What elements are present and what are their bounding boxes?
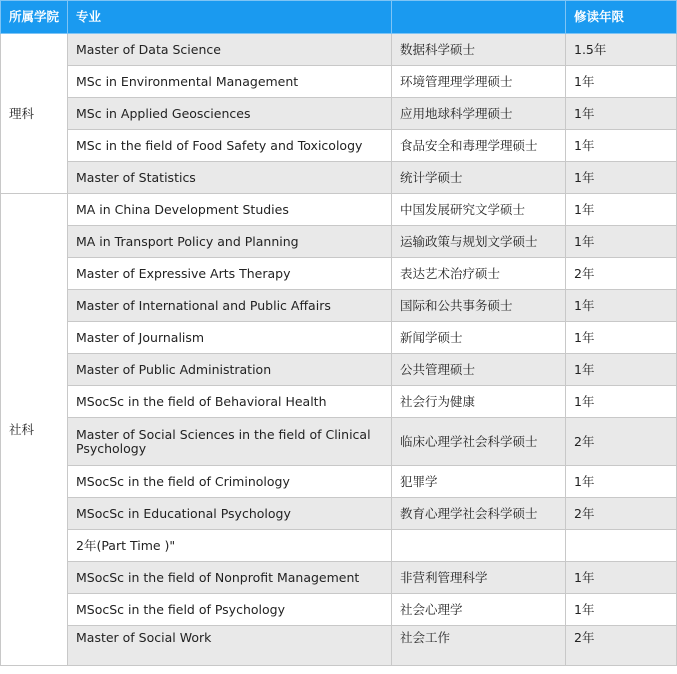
table-row [1,466,677,498]
table-row [1,354,677,386]
table-row [1,322,677,354]
program-cn: 食品安全和毒理学理硕士 [392,130,566,162]
program-cn: 环境管理理学理硕士 [392,66,566,98]
program-en: MSocSc in Educational Psychology [68,498,392,530]
program-en: Master of Data Science [68,34,392,66]
table-row [1,162,677,194]
header-school: 所属学院 [1,1,68,34]
header-program: 专业 [68,1,392,34]
program-cn: 社会行为健康 [392,386,566,418]
program-cn: 中国发展研究文学硕士 [392,194,566,226]
table-row [1,194,677,226]
school-social: 社科 [1,194,68,666]
program-cn: 新闻学硕士 [392,322,566,354]
program-en: MSocSc in the field of Behavioral Health [68,386,392,418]
program-duration: 1.5年 [566,34,677,66]
table-row [1,290,677,322]
table-row [1,594,677,626]
program-duration [566,530,677,562]
table-header-row [1,1,677,34]
program-en: Master of Social Sciences in the field of Clinical Psychology [68,418,392,466]
program-en: Master of Public Administration [68,354,392,386]
program-cn [392,530,566,562]
program-duration: 1年 [566,98,677,130]
program-cn: 运输政策与规划文学硕士 [392,226,566,258]
program-en: MSocSc in the field of Criminology [68,466,392,498]
header-duration: 修读年限 [566,1,677,34]
program-cn: 教育心理学社会科学硕士 [392,498,566,530]
program-duration: 1年 [566,66,677,98]
program-cn: 公共管理硕士 [392,354,566,386]
program-duration: 1年 [566,226,677,258]
program-en: Master of Journalism [68,322,392,354]
program-duration: 1年 [566,562,677,594]
table-row [1,626,677,666]
program-duration: 1年 [566,322,677,354]
program-duration: 2年 [566,498,677,530]
program-duration: 1年 [566,162,677,194]
program-en: Master of International and Public Affairs [68,290,392,322]
program-duration: 1年 [566,386,677,418]
program-cn: 社会工作 [392,626,566,666]
program-en: MA in China Development Studies [68,194,392,226]
program-duration: 1年 [566,130,677,162]
program-duration: 2年 [566,626,677,666]
table-row [1,562,677,594]
program-duration: 2年 [566,418,677,466]
table-row [1,226,677,258]
program-en: Master of Social Work [68,626,392,666]
program-en: MA in Transport Policy and Planning [68,226,392,258]
table-row [1,498,677,530]
program-cn: 表达艺术治疗硕士 [392,258,566,290]
program-duration: 2年 [566,258,677,290]
school-science: 理科 [1,34,68,194]
program-en: MSc in Environmental Management [68,66,392,98]
program-duration: 1年 [566,466,677,498]
program-en: MSocSc in the field of Psychology [68,594,392,626]
table-row [1,530,677,562]
program-cn: 国际和公共事务硕士 [392,290,566,322]
table-row [1,258,677,290]
program-duration: 1年 [566,194,677,226]
program-en: MSocSc in the field of Nonprofit Management [68,562,392,594]
program-cn: 非营利管理科学 [392,562,566,594]
program-cn: 统计学硕士 [392,162,566,194]
table-row [1,386,677,418]
program-duration: 1年 [566,290,677,322]
program-cn: 应用地球科学理硕士 [392,98,566,130]
program-en: Master of Statistics [68,162,392,194]
table-row [1,98,677,130]
table-row [1,130,677,162]
program-cn: 临床心理学社会科学硕士 [392,418,566,466]
program-en: MSc in Applied Geosciences [68,98,392,130]
program-en: 2年(Part Time )" [68,530,392,562]
program-cn: 数据科学硕士 [392,34,566,66]
program-en: MSc in the field of Food Safety and Toxicology [68,130,392,162]
table-row [1,66,677,98]
table-row [1,34,677,66]
header-program-cn [392,1,566,34]
program-cn: 社会心理学 [392,594,566,626]
program-duration: 1年 [566,594,677,626]
program-duration: 1年 [566,354,677,386]
program-en: Master of Expressive Arts Therapy [68,258,392,290]
table-row [1,418,677,466]
program-cn: 犯罪学 [392,466,566,498]
